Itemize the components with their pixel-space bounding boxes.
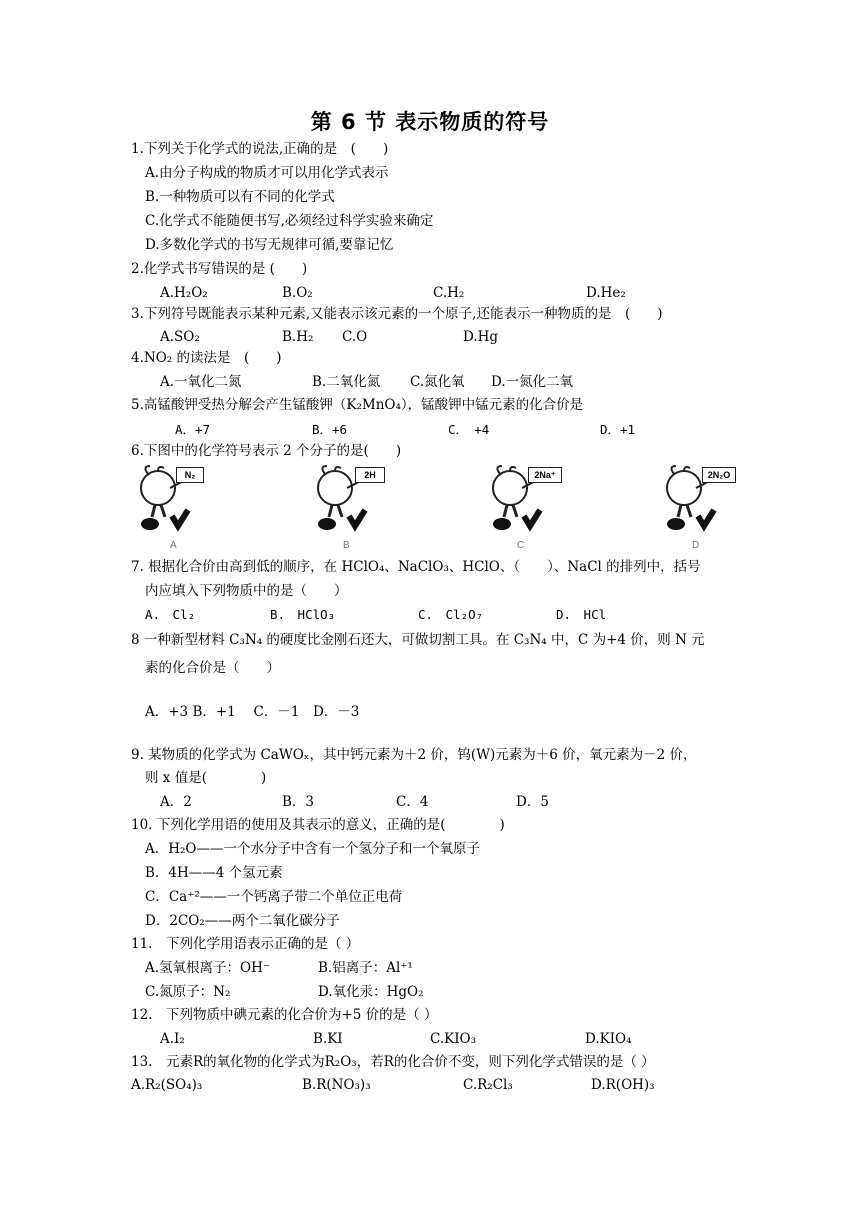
question-5-option-a: A．+7 bbox=[175, 422, 211, 437]
question-9-line-1: 9. 某物质的化学式为 CaWOₓ，其中钙元素为＋2 价，钨(W)元素为＋6 价，氧元素为－2 价， bbox=[131, 747, 697, 763]
question-1-option-a: A.由分子构成的物质才可以用化学式表示 bbox=[145, 165, 389, 181]
figure-label: A bbox=[170, 540, 177, 551]
question-13-option-c: C.R₂Cl₃ bbox=[463, 1077, 513, 1093]
question-5-option-d: D．+1 bbox=[600, 422, 636, 437]
question-8-line-1: 8 一种新型材料 C₃N₄ 的硬度比金刚石还大，可做切割工具。在 C₃N₄ 中，C 为+4 价，则 N 元 bbox=[131, 632, 705, 648]
question-9-line-2: 则 x 值是( ) bbox=[145, 770, 267, 786]
figure-label: B bbox=[343, 540, 350, 551]
question-9-option-d: D．5 bbox=[516, 794, 549, 810]
question-11-stem: 11. 下列化学用语表示正确的是（ ） bbox=[131, 936, 360, 952]
page-title: 第 6 节 表示物质的符号 bbox=[310, 110, 550, 134]
question-10-stem: 10. 下列化学用语的使用及其表示的意义，正确的是( ) bbox=[131, 817, 505, 833]
question-12-option-c: C.KIO₃ bbox=[430, 1031, 477, 1047]
question-3-option-a: A.SO₂ bbox=[160, 329, 200, 345]
question-1-option-b: B.一种物质可以有不同的化学式 bbox=[145, 189, 335, 205]
question-2-option-a: A.H₂O₂ bbox=[160, 285, 208, 301]
question-1-option-d: D.多数化学式的书写无规律可循,要靠记忆 bbox=[145, 237, 394, 253]
question-11-option-d: D.氧化汞：HgO₂ bbox=[318, 984, 424, 1000]
question-4-option-a: A.一氧化二氮 bbox=[160, 374, 242, 390]
question-11-option-c: C.氮原子：N₂ bbox=[145, 984, 231, 1000]
sign-board: 2N₂O bbox=[702, 467, 736, 483]
question-8-options: A．+3 B．+1 C．－1 D．－3 bbox=[145, 704, 360, 720]
question-13-option-a: A.R₂(SO₄)₃ bbox=[131, 1077, 203, 1093]
question-4-stem: 4.NO₂ 的读法是 ( ) bbox=[131, 350, 282, 366]
question-5-option-c: C． +4 bbox=[448, 422, 490, 437]
question-2-option-c: C.H₂ bbox=[433, 285, 465, 301]
question-5-stem: 5.高锰酸钾受热分解会产生锰酸钾（K₂MnO₄），锰酸钾中锰元素的化合价是 bbox=[131, 397, 584, 413]
question-7-option-d: D. HCl bbox=[556, 607, 607, 622]
question-3-option-b: B.H₂ bbox=[282, 329, 314, 345]
question-2-option-d: D.He₂ bbox=[586, 285, 626, 301]
question-1-option-c: C.化学式不能随便书写,必须经过科学实验来确定 bbox=[145, 213, 434, 229]
question-3-stem: 3.下列符号既能表示某种元素,又能表示该元素的一个原子,还能表示一种物质的是 ( ) bbox=[131, 306, 663, 322]
question-12-stem: 12. 下列物质中碘元素的化合价为+5 价的是（ ） bbox=[131, 1007, 438, 1023]
question-10-option-a: A．H₂O——一个水分子中含有一个氢分子和一个氧原子 bbox=[145, 841, 481, 857]
question-2-stem: 2.化学式书写错误的是 ( ) bbox=[131, 261, 308, 277]
question-4-option-c: C.氮化氧 bbox=[410, 374, 465, 390]
question-12-option-b: B.KI bbox=[313, 1031, 343, 1047]
question-10-option-c: C．Ca⁺²——一个钙离子带二个单位正电荷 bbox=[145, 889, 403, 905]
figure-label: D bbox=[692, 540, 700, 551]
question-11-option-b: B.铝离子：Al⁺¹ bbox=[318, 960, 413, 976]
question-7-option-b: B. HClO₃ bbox=[270, 607, 336, 622]
question-10-option-d: D．2CO₂——两个二氧化碳分子 bbox=[145, 913, 340, 929]
figure-label: C bbox=[517, 540, 525, 551]
question-13-option-d: D.R(OH)₃ bbox=[591, 1077, 655, 1093]
question-12-option-d: D.KIO₄ bbox=[585, 1031, 632, 1047]
question-9-option-a: A．2 bbox=[160, 794, 192, 810]
question-4-option-d: D.一氮化二氧 bbox=[491, 374, 574, 390]
question-9-option-c: C．4 bbox=[396, 794, 429, 810]
sign-board: 2H bbox=[355, 467, 385, 483]
question-7-line-2: 内应填入下列物质中的是（ ） bbox=[145, 583, 348, 599]
question-1-stem: 1.下列关于化学式的说法,正确的是 ( ) bbox=[131, 141, 389, 157]
question-3-option-c: C.O bbox=[342, 329, 368, 345]
question-7-option-a: A. Cl₂ bbox=[145, 607, 196, 622]
question-3-option-d: D.Hg bbox=[463, 329, 499, 345]
question-4-option-b: B.二氧化氮 bbox=[312, 374, 381, 390]
question-12-option-a: A.I₂ bbox=[160, 1031, 185, 1047]
question-2-option-b: B.O₂ bbox=[282, 285, 313, 301]
question-5-option-b: B．+6 bbox=[312, 422, 348, 437]
sign-board: N₂ bbox=[176, 467, 204, 483]
question-13-stem: 13. 元素R的氧化物的化学式为R₂O₃，若R的化合价不变，则下列化学式错误的是（ ） bbox=[131, 1054, 655, 1070]
question-7-option-c: C. Cl₂O₇ bbox=[418, 607, 484, 622]
question-10-option-b: B．4H——4 个氢元素 bbox=[145, 865, 283, 881]
question-6-stem: 6.下图中的化学符号表示 2 个分子的是( ) bbox=[131, 443, 402, 459]
question-13-option-b: B.R(NO₃)₃ bbox=[302, 1077, 371, 1093]
question-8-line-2: 素的化合价是（ ） bbox=[145, 660, 280, 676]
question-7-line-1: 7. 根据化合价由高到低的顺序，在 HClO₄、NaClO₃、HClO、（ ）、NaCl 的排列中，括号 bbox=[131, 559, 701, 575]
sign-board: 2Na⁺ bbox=[528, 467, 562, 483]
question-9-option-b: B．3 bbox=[282, 794, 315, 810]
question-11-option-a: A.氢氧根离子：OH⁻ bbox=[145, 960, 271, 976]
